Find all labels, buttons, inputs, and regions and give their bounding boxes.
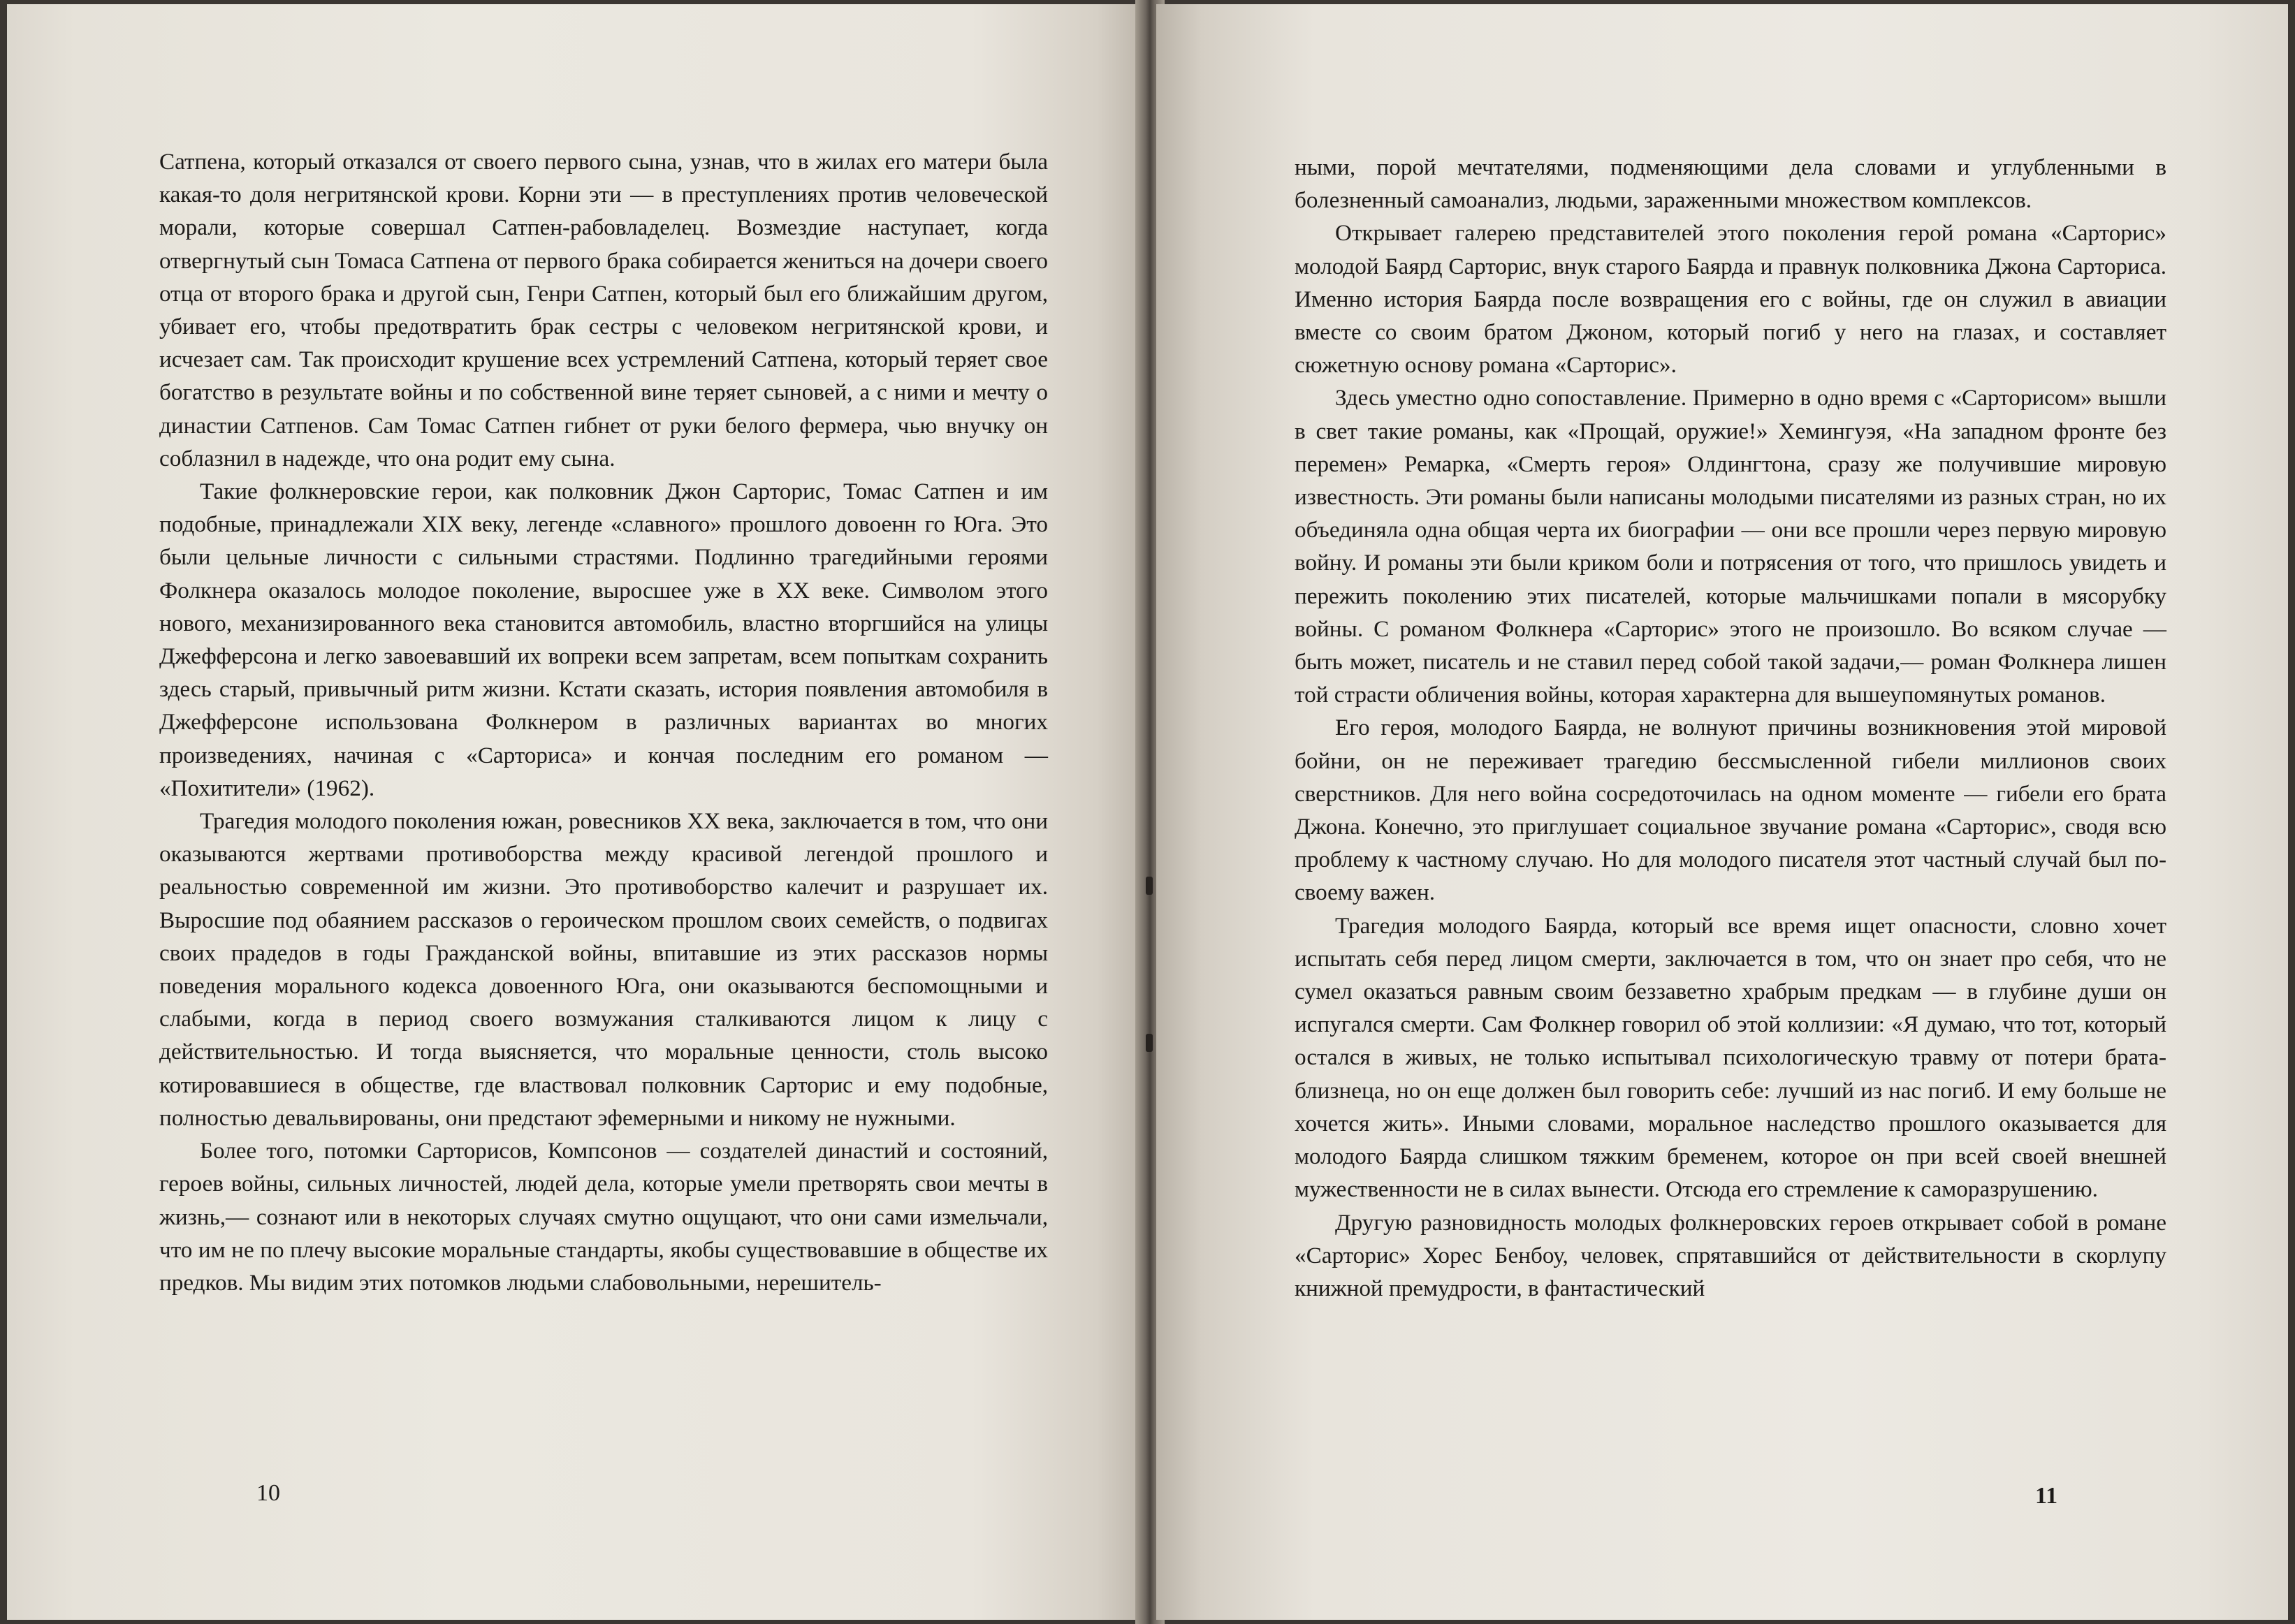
binding-staple-mark	[1146, 1034, 1153, 1052]
paragraph: Его героя, молодого Баярда, не волнуют причины возникновения этой мировой бойни, он не переживает трагедию бессмысленной гибели миллионов своих сверстников. Для него война сосредоточилась на одном моменте — гибели его брата Джона. Конечно, это приглушает социальное звучание романа «Сарторис», сводя всю проблему к частному случаю. Но для молодого писателя этот частный случай был по-своему важен.	[1295, 715, 2166, 906]
paragraph: Более того, потомки Сарторисов, Компсонов — создателей династий и состояний, героев войны, сильных личностей, людей дела, которые умели претворять свои мечты в жизнь,— сознают или в некоторых случаях смутно ощущают, что они сами измельчали, что им не по плечу высокие моральные стандарты, якобы существовавшие в обществе их предков. Мы видим этих потомков людьми слабовольными, нерешитель-	[159, 1138, 1048, 1296]
right-page	[1156, 4, 2288, 1620]
paragraph: Открывает галерею представителей этого поколения герой романа «Сарторис» молодой Баярд Сарторис, внук старого Баярда и правнук полковника Джона Сарториса. Именно история Баярда после возвращения его с войны, где он служил в авиации вместе со своим братом Джоном, который погиб у него на глазах, и составляет сюжетную основу романа «Сарторис».	[1295, 220, 2166, 379]
paragraph: Здесь уместно одно сопоставление. Примерно в одно время с «Сарторисом» вышли в свет такие романы, как «Прощай, оружие!» Хемингуэя, «На западном фронте без перемен» Ремарка, «Смерть героя» Олдингтона, сразу же получившие мировую известность. Эти романы были написаны молодыми писателями из разных стран, но их объединяла одна общая черта их биографии — они все прошли через первую мировую войну. И романы эти были криком боли и потрясения от того, что пришлось увидеть и пережить поколению этих писателей, которые мальчишками попали в мясорубку войны. С романом Фолкнера «Сарторис» этого не произошло. Во всяком случае — быть может, писатель и не ставил перед собой такой задачи,— роман Фолкнера лишен той страсти обличения войны, которая характерна для вышеупомянутых романов.	[1295, 385, 2166, 708]
right-page-text	[1295, 151, 2166, 1305]
page-number-left: 10	[256, 1480, 280, 1506]
paragraph: Трагедия молодого поколения южан, ровесников XX века, заключается в том, что они оказываются жертвами противоборства между красивой легендой прошлого и реальностью современной им жизни. Это противоборство калечит и разрушает их. Выросшие под обаянием рассказов о героическом прошлом своих семейств, о подвигах своих прадедов в годы Гражданской войны, впитавшие из этих рассказов нормы поведения морального кодекса довоенного Юга, они оказываются беспомощными и слабыми, когда в период своего возмужания сталкиваются лицом к лицу с действительностью. И тогда выясняется, что моральные ценности, столь высоко котировавшиеся в обществе, где властвовал полковник Сарторис и ему подобные, полностью девальвированы, они предстают эфемерными и никому не нужными.	[159, 808, 1048, 1131]
paragraph: Такие фолкнеровские герои, как полковник Джон Сарторис, Томас Сатпен и им подобные, принадлежали XIX веку, легенде «славного» прошлого довоенн го Юга. Это были цельные личности с сильными страстями. Подлинно трагедийными героями Фолкнера оказалось молодое поколение, выросшее уже в XX веке. Символом этого нового, механизированного века становится автомобиль, властно вторгшийся на улицы Джефферсона и легко завоевавший их вопреки всем запретам, всем попыткам сохранить здесь старый, привычный ритм жизни. Кстати сказать, история появления автомобиля в Джефферсоне использована Фолкнером в различных вариантах во многих произведениях, начиная с «Сарториса» и кончая последним его романом — «Похитители» (1962).	[159, 478, 1048, 801]
paragraph: Сатпена, который отказался от своего первого сына, узнав, что в жилах его матери была какая-то доля негритянской крови. Корни эти — в преступлениях против человеческой морали, которые совершал Сатпен-рабовладелец. Возмездие наступает, когда отвергнутый сын Томаса Сатпена от первого брака собирается жениться на дочери своего отца от второго брака и другой сын, Генри Сатпен, который был его ближайшим другом, убивает его, чтобы предотвратить брак сестры с человеком негритянской крови, и исчезает сам. Так происходит крушение всех устремлений Сатпена, который теряет свое богатство в результате войны и по собственной вине теряет сыновей, а с ними и мечту о династии Сатпенов. Сам Томас Сатпен гибнет от руки белого фермера, чью внучку он соблазнил в надежде, что она родит ему сына.	[159, 149, 1048, 471]
paragraph: ными, порой мечтателями, подменяющими дела словами и углубленными в болезненный самоанализ, людьми, зараженными множеством комплексов.	[1295, 154, 2166, 214]
left-page-text	[159, 145, 1048, 1299]
page-number-right: 11	[2035, 1483, 2058, 1509]
paragraph: Другую разновидность молодых фолкнеровских героев открывает собой в романе «Сарторис» Хорес Бенбоу, человек, спрятавшийся от действительности в скорлупу книжной премудрости, в фантастический	[1295, 1209, 2166, 1301]
paragraph: Трагедия молодого Баярда, который все время ищет опасности, словно хочет испытать себя перед лицом смерти, заключается в том, что он знает про себя, что не сумел оказаться равным своим беззаветно храбрым предкам — в глубине души он испугался смерти. Сам Фолкнер говорил об этой коллизии: «Я думаю, что тот, который остался в живых, не только испытывал психологическую травму от потери брата-близнеца, но он еще должен был говорить себе: лучший из нас погиб. И ему больше не хочется жить». Иными словами, моральное наследство прошлого оказывается для молодого Баярда слишком тяжким бременем, которое он при всей своей внешней мужественности не в силах вынести. Отсюда его стремление к саморазрушению.	[1295, 912, 2166, 1203]
left-page	[7, 4, 1142, 1620]
binding-staple-mark	[1146, 877, 1153, 895]
